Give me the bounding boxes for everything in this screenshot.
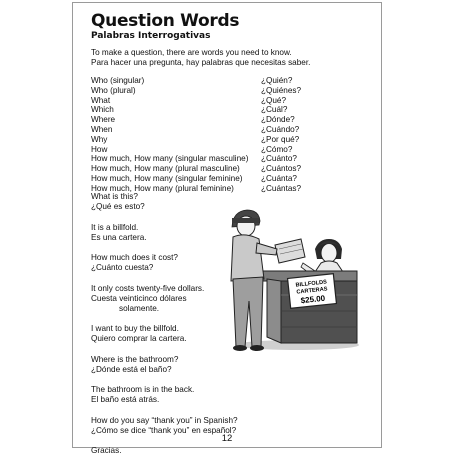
vocab-english: Why [91,134,108,144]
dialogue-english: It is a billfold. [91,222,139,232]
sign-price: $25.00 [300,293,326,306]
vocab-spanish: ¿Cuál? [261,105,288,115]
vocab-spanish: ¿Cuándo? [261,124,300,134]
dialogue-spanish: El baño está atrás. [91,395,160,404]
dialogue-spanish: Cuesta veinticinco dólares [91,293,187,303]
vocab-english: Where [91,115,116,125]
vocab-row [91,125,371,135]
dialogue-spanish: ¿Dónde está el baño? [91,364,172,374]
closing-word: Gracias. [91,446,122,455]
dialogue-block [91,253,226,273]
vocab-english: Who (singular) [91,76,145,85]
dialogue-english: What is this? [91,192,138,201]
dialogue-english: How much does it cost? [91,253,178,262]
page-number: 12 [221,433,233,444]
vocab-row [91,76,371,86]
intro-text [91,48,310,68]
dialogue-spanish: Quiero comprar la cartera. [91,334,187,343]
vocab-english: What [91,95,111,105]
workbook-page [72,2,382,455]
intro-english: To make a question, there are words you need to know. [91,48,292,57]
dialogue-spanish: ¿Cuánto cuesta? [91,263,154,272]
vocab-spanish: ¿Dónde? [261,115,295,125]
dialogue-block [91,284,226,314]
vocab-english: How much, How many (plural masculine) [91,164,240,174]
vocab-english: When [91,124,113,134]
vocab-spanish: ¿Quién? [261,76,293,85]
vocab-spanish: ¿Cómo? [261,144,293,154]
vocab-spanish: ¿Quiénes? [261,85,302,95]
vocab-row [91,96,371,106]
dialogue-english: The bathroom is in the back. [91,385,195,394]
vocab-row [91,105,371,115]
page-title: Question Words [91,11,240,31]
vocab-row [91,86,371,96]
vocab-english: How much, How many (singular feminine) [91,173,243,183]
billfold-item [275,239,305,263]
vocab-english: How much, How many (plural feminine) [91,183,234,193]
page-subtitle: Palabras Interrogativas [91,31,211,41]
vocab-english: Who (plural) [91,85,136,95]
dialogue-block [91,355,226,375]
vocab-spanish: ¿Cuántos? [261,164,302,174]
dialogue-block [91,223,226,243]
vocab-spanish: ¿Qué? [261,95,287,105]
sign-line-1: BILLFOLDS [295,279,328,289]
vocabulary-list [91,76,371,194]
shopkeeper-figure [301,239,345,276]
sign-line-2: CARTERAS [296,286,328,296]
vocab-row [91,115,371,125]
vocab-spanish: ¿Por qué? [261,134,300,144]
price-sign [288,274,337,309]
vocab-english: How much, How many (singular masculine) [91,154,249,164]
dialogue-spanish: Es una cartera. [91,232,147,242]
store-counter-illustration [219,197,361,355]
dialogue-block [91,324,226,344]
vocab-row [91,145,371,155]
dialogue-english: How do you say “thank you” in Spanish? [91,415,238,425]
vocab-row [91,174,371,184]
vocab-spanish: ¿Cuánto? [261,154,297,164]
vocab-row [91,164,371,174]
vocab-spanish: ¿Cuántas? [261,183,302,193]
dialogue-spanish: ¿Qué es esto? [91,202,145,211]
vocab-spanish: ¿Cuánta? [261,173,297,183]
vocab-english: Which [91,105,114,115]
dialogue-english: It only costs twenty-five dollars. [91,283,205,293]
dialogue-english: I want to buy the billfold. [91,324,179,333]
dialogue-spanish: ¿Cómo se dice “thank you” en español? [91,425,237,435]
dialogue-block [91,192,226,212]
vocab-english: How [91,144,108,154]
dialogue-block [91,385,226,405]
intro-spanish: Para hacer una pregunta, hay palabras que necesitas saber. [91,58,311,67]
vocab-row [91,154,371,164]
dialogue-english: Where is the bathroom? [91,354,179,364]
vocab-row [91,135,371,145]
dialogue-spanish: solamente. [119,303,160,313]
